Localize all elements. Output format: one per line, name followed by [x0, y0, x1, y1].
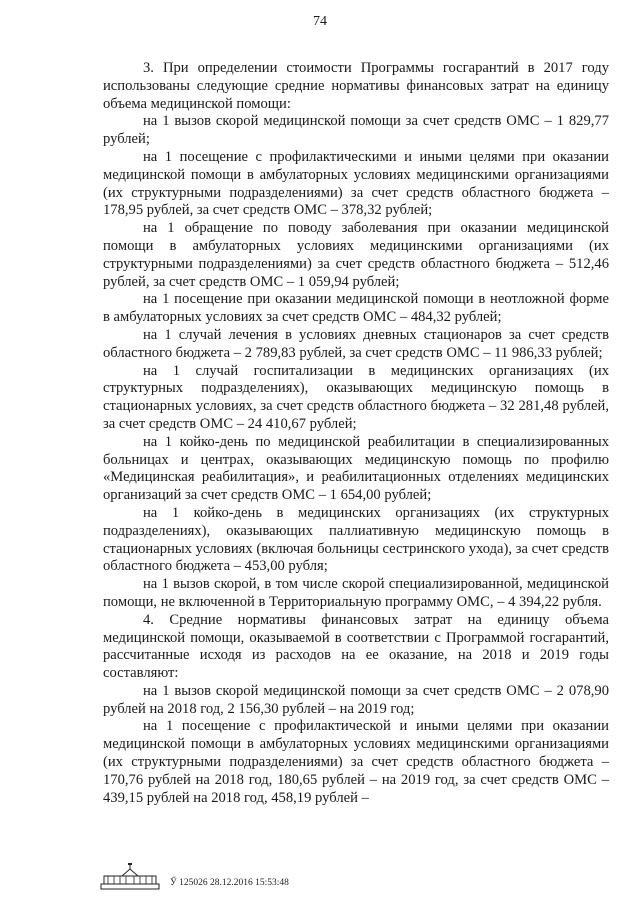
paragraph-12: на 1 вызов скорой медицинской помощи за счет средств ОМС – 2 078,90 рублей на 2018 год, 2 156,30 рублей – на 2019 год;: [103, 682, 609, 717]
paragraph-7: на 1 случай госпитализации в медицинских организациях (их структурных подразделениях), оказывающих медицинскую помощь в стационарных условиях, за счет средств областного бюджета – 32 281,48 рублей, за счет средств ОМС – 24 410,67 рублей;: [103, 362, 609, 432]
document-registration-stamp: Ӳ 125026 28.12.2016 15:53:48: [170, 878, 289, 888]
document-footer: [100, 860, 400, 890]
document-body: [103, 60, 609, 807]
paragraph-2: на 1 вызов скорой медицинской помощи за счет средств ОМС – 1 829,77 рублей;: [103, 113, 609, 148]
page-number: 74: [313, 14, 327, 29]
paragraph-8: на 1 койко-день по медицинской реабилитации в специализированных больницах и центрах, оказывающих медицинскую помощь по профилю «Медицинская реабилитация», и реабилитационных отделениях медицинских организаций за счет средств ОМС – 1 654,00 рублей;: [103, 433, 609, 504]
paragraph-6: на 1 случай лечения в условиях дневных стационаров за счет средств областного бюджета – 2 789,83 рублей, за счет средств ОМС – 11 986,33 рублей;: [103, 326, 609, 361]
paragraph-10: на 1 вызов скорой, в том числе скорой специализированной, медицинской помощи, не включенной в Территориальную программу ОМС, – 4 394,22 рубля.: [103, 576, 609, 610]
paragraph-1: 3. При определении стоимости Программы госгарантий в 2017 году использованы следующие средние нормативы финансовых затрат на единицу объема медицинской помощи:: [103, 60, 609, 112]
paragraph-3: на 1 посещение с профилактическими и иными целями при оказании медицинской помощи в амбулаторных условиях медицинскими организациями (их структурными подразделениями) за счет средств областного бюджета – 178,95 рублей, за счет средств ОМС – 378,32 рублей;: [103, 148, 609, 219]
paragraph-13: на 1 посещение с профилактической и иными целями при оказании медицинской помощи в амбулаторных условиях медицинскими организациями (их структурными подразделениями) за счет средств областного бюджета – 170,76 рублей на 2018 год, 180,65 рублей – на 2019 год, за счет средств ОМС – 439,15 рублей на 2018 год, 458,19 рублей –: [103, 718, 609, 806]
paragraph-4: на 1 обращение по поводу заболевания при оказании медицинской помощи в амбулаторных условиях медицинскими организациями (их структурными подразделениями) за счет средств областного бюджета – 512,46 рублей, за счет средств ОМС – 1 059,94 рублей;: [103, 220, 609, 290]
paragraph-9: на 1 койко-день в медицинских организациях (их структурных подразделениях), оказывающих паллиативную медицинскую помощь в стационарных условиях (включая больницы сестринского ухода), за счет средств областного бюджета – 453,00 рубля;: [103, 504, 609, 575]
paragraph-5: на 1 посещение при оказании медицинской помощи в неотложной форме в амбулаторных условиях за счет средств ОМС – 484,32 рублей;: [103, 291, 609, 326]
building-emblem-icon: [100, 862, 160, 890]
paragraph-11: 4. Средние нормативы финансовых затрат на единицу объема медицинской помощи, оказываемой в соответствии с Программой госгарантий, рассчитанные исходя из расходов на ее оказание, на 2018 и 2019 годы составляют:: [103, 611, 609, 682]
